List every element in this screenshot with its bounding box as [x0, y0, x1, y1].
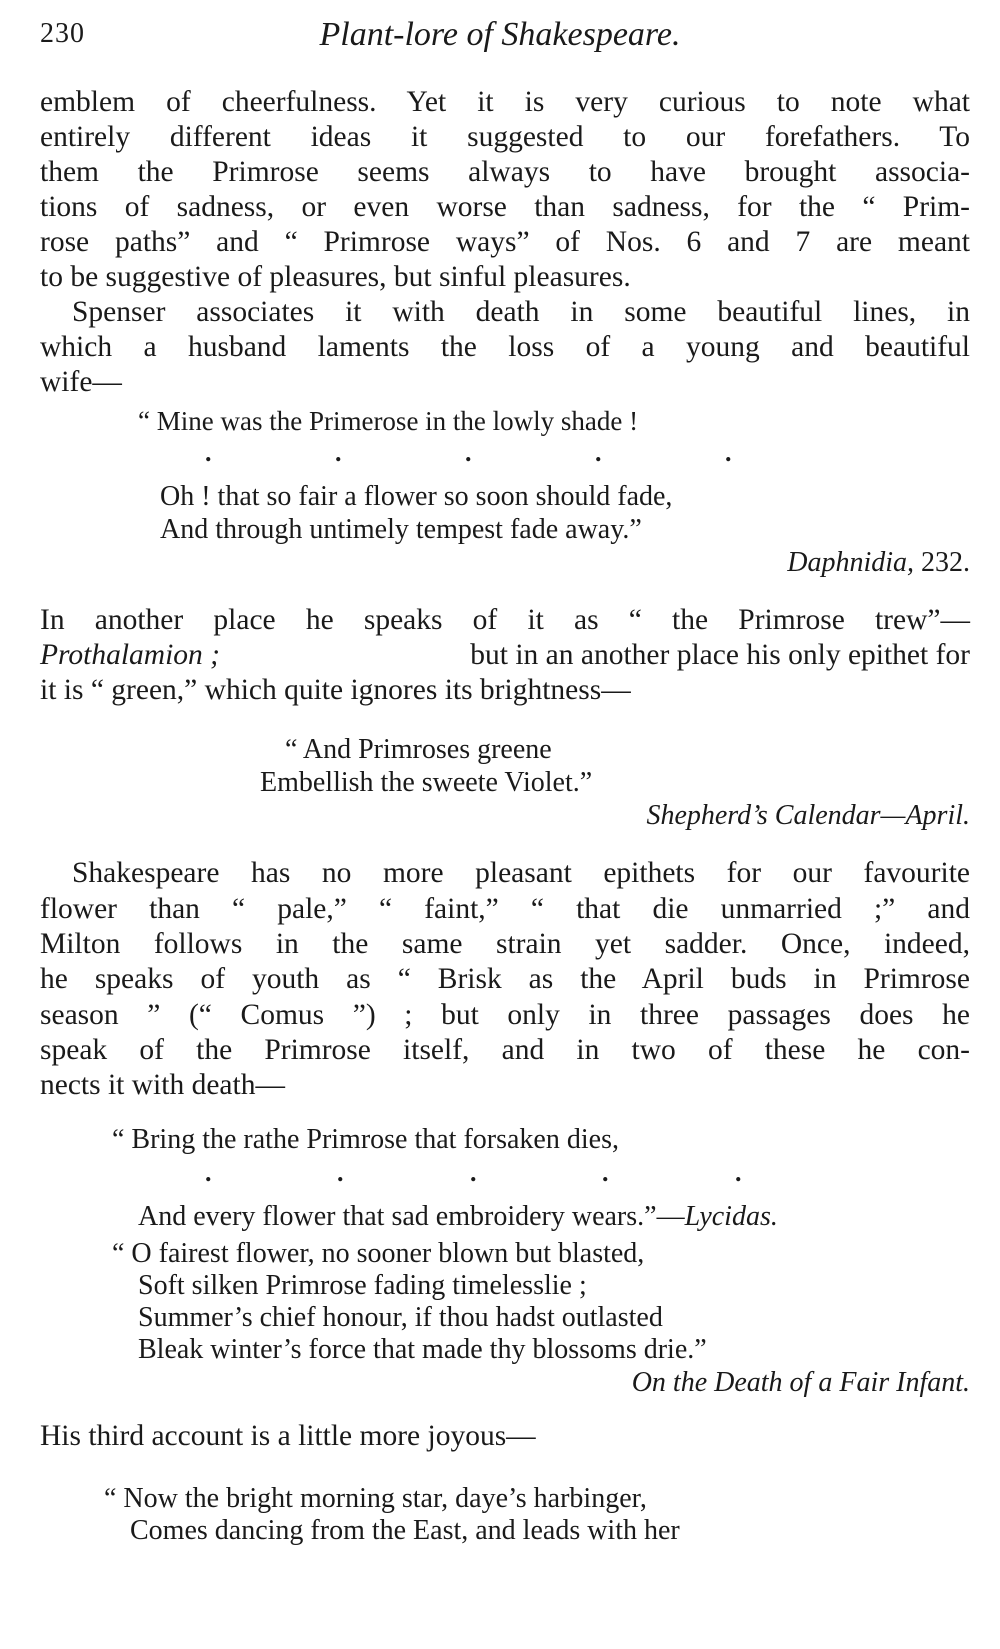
para2-line3: wife— [40, 366, 122, 398]
quote5-line2: Comes dancing from the East, and leads with her [130, 1515, 680, 1546]
ellipsis-dots: . . . . . [205, 438, 732, 467]
para4-line3: Milton follows in the same strain yet sadder. Once, indeed, [40, 928, 970, 960]
para1-line2: entirely different ideas it suggested to our forefathers. To [40, 121, 970, 153]
para5-line1: His third account is a little more joyous— [40, 1420, 536, 1452]
para2-line1: Spenser associates it with death in some beautiful lines, in [72, 296, 970, 328]
para1-line3: them the Primrose seems always to have brought associa- [40, 156, 970, 188]
para4-line1: Shakespeare has no more pleasant epithets for our favourite [72, 857, 970, 889]
page-number: 230 [40, 18, 85, 49]
quote1-line3: And through untimely tempest fade away.” [160, 514, 642, 545]
para3-line2 [40, 639, 970, 672]
quote3-line2 [138, 1201, 778, 1233]
para4-line2: flower than “ pale,” “ faint,” “ that die unmarried ;” and [40, 893, 970, 925]
quote5-line1: “ Now the bright morning star, daye’s harbinger, [104, 1483, 647, 1514]
quote3-line2-text: And every flower that sad embroidery wears.”— [138, 1201, 685, 1232]
quote2-source: Shepherd’s Calendar—April. [646, 800, 970, 831]
quote3-source: Lycidas. [684, 1201, 778, 1232]
quote1-source [560, 547, 970, 579]
para1-line5: rose paths” and “ Primrose ways” of Nos. 6 and 7 are meant [40, 226, 970, 258]
quote4-line2: Soft silken Primrose fading timelesslie ; [138, 1270, 587, 1301]
para3-line1: In another place he speaks of it as “ the Primrose trew”— [40, 604, 970, 636]
para3-line3: it is “ green,” which quite ignores its brightness— [40, 674, 631, 706]
running-title: Plant-lore of Shakespeare. [319, 16, 681, 53]
ellipsis-dots-2: . . . . . [205, 1158, 742, 1187]
para3-line2-rest: but in an another place his only epithet for [470, 639, 970, 671]
quote1-source-number: 232. [921, 547, 970, 578]
quote1-line1: “ Mine was the Primerose in the lowly shade ! [138, 406, 639, 436]
quote4-source: On the Death of a Fair Infant. [631, 1367, 970, 1398]
quote1-line2: Oh ! that so fair a flower so soon should fade, [160, 481, 673, 512]
prothalamion-title: Prothalamion ; [40, 639, 220, 671]
para4-line4: he speaks of youth as “ Brisk as the April buds in Primrose [40, 963, 970, 995]
para4-line6: speak of the Primrose itself, and in two of these he con- [40, 1034, 970, 1066]
para1-line6: to be suggestive of pleasures, but sinful pleasures. [40, 261, 631, 293]
quote3-line1: “ Bring the rathe Primrose that forsaken dies, [112, 1124, 619, 1155]
para4-line5: season ” (“ Comus ”) ; but only in three passages does he [40, 999, 970, 1031]
quote4-line1: “ O fairest flower, no sooner blown but blasted, [112, 1238, 645, 1269]
quote2-line1: “ And Primroses greene [285, 734, 552, 765]
para2-line2: which a husband laments the loss of a young and beautiful [40, 331, 970, 363]
quote1-source-title: Daphnidia, [787, 547, 914, 578]
quote4-line3: Summer’s chief honour, if thou hadst outlasted [138, 1302, 663, 1333]
quote4-line4: Bleak winter’s force that made thy blossoms drie.” [138, 1334, 707, 1365]
quote2-line2: Embellish the sweete Violet.” [260, 767, 593, 798]
para4-line7: nects it with death— [40, 1069, 285, 1101]
para1-line1: emblem of cheerfulness. Yet it is very curious to note what [40, 86, 970, 118]
para1-line4: tions of sadness, or even worse than sadness, for the “ Prim- [40, 191, 970, 223]
